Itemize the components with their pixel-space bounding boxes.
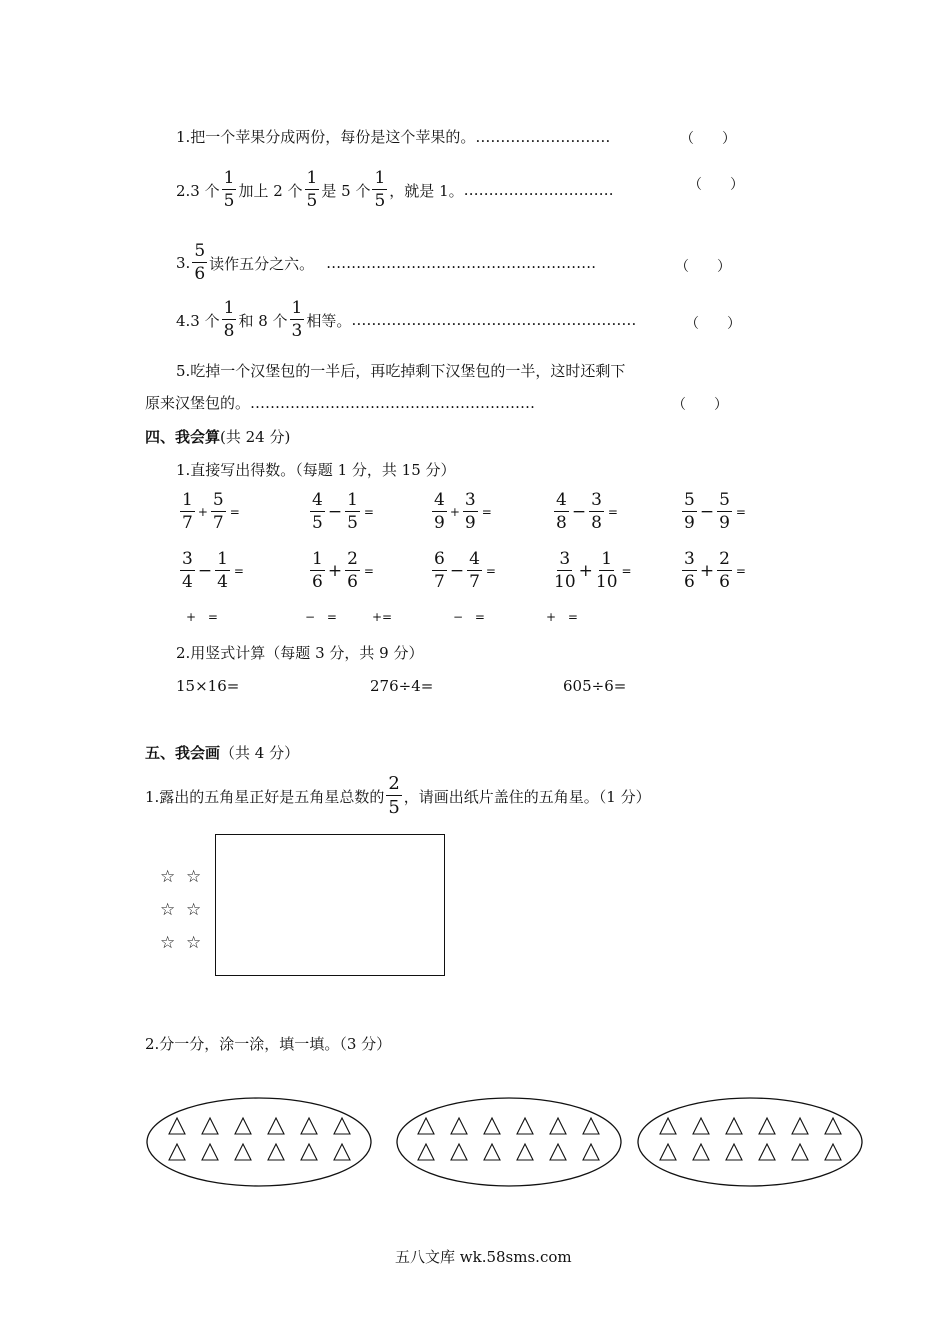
triangle-icon[interactable] [825, 1118, 841, 1134]
fraction: $\frac{5}{7}$ [212, 490, 224, 533]
judge-q4-text-c: 相等。 [306, 311, 352, 330]
judge-q3-text-a: 3. [176, 254, 191, 272]
triangle-icon[interactable] [660, 1144, 676, 1160]
fraction: $\frac{3}{8}$ [591, 490, 602, 533]
fraction: $\frac{4}{5}$ [312, 490, 323, 533]
calc-expression [178, 492, 240, 532]
section5-q1-text-a: 1.露出的五角星正好是五角星总数的 [145, 787, 385, 806]
fraction: $\frac{1}{6}$ [312, 549, 323, 592]
operator: + [578, 561, 593, 581]
triangle-icon[interactable] [759, 1144, 775, 1160]
triangle-icon[interactable] [792, 1118, 808, 1134]
judge-q2-text-b: 加上 2 个 [238, 181, 303, 200]
answer-paren[interactable]: （ ） [672, 397, 728, 413]
equals-sign: = [229, 505, 240, 519]
equals-sign: = [607, 505, 618, 519]
triangle-icon[interactable] [451, 1118, 467, 1134]
oval-group [638, 1098, 862, 1186]
triangle-icon[interactable] [418, 1144, 434, 1160]
triangle-icon[interactable] [583, 1118, 599, 1134]
triangle-icon[interactable] [235, 1144, 251, 1160]
star-icon: ☆ [160, 867, 176, 887]
judge-q4-text-a: 4.3 个 [176, 311, 220, 330]
fraction: $\frac{1}{8}$ [223, 298, 235, 341]
oval-group [397, 1098, 621, 1186]
calc-expression [178, 551, 244, 591]
triangle-icon[interactable] [268, 1118, 284, 1134]
dot-leader: ………………………………………………… [351, 311, 637, 329]
section4-sub2: 2.用竖式计算（每题 3 分，共 9 分） [176, 644, 424, 662]
calc-expression [680, 551, 746, 591]
triangle-icon[interactable] [693, 1118, 709, 1134]
operator: − [571, 502, 587, 522]
judge-q2-text-a: 2.3 个 [176, 181, 220, 200]
triangle-icon[interactable] [726, 1144, 742, 1160]
fraction: $\frac{5}{9}$ [684, 490, 695, 533]
fraction: $\frac{3}{10}$ [554, 549, 576, 592]
judge-q2-text-e: ，就是 1。 [389, 181, 464, 200]
triangle-icon[interactable] [825, 1144, 841, 1160]
judge-q5-text: 原来汉堡包的。 [145, 394, 251, 412]
triangle-icon[interactable] [550, 1118, 566, 1134]
answer-paren[interactable]: （ ） [675, 259, 731, 275]
star-icon: ☆ [160, 900, 176, 920]
calc-expression-blank: − = [453, 610, 485, 624]
fraction: $\frac{1}{3}$ [291, 298, 303, 341]
triangle-icon[interactable] [550, 1144, 566, 1160]
calc-expression-blank: += [372, 610, 393, 624]
equals-sign: = [363, 564, 374, 578]
triangle-icon[interactable] [451, 1144, 467, 1160]
section4-heading [145, 426, 290, 447]
vertical-calc-1: 15×16= [176, 677, 240, 695]
judge-q2 [176, 170, 614, 210]
triangle-icon[interactable] [334, 1118, 350, 1134]
calc-expression [680, 492, 746, 532]
fraction: $\frac{4}{7}$ [469, 549, 480, 592]
triangle-icon[interactable] [693, 1144, 709, 1160]
judge-q1-text: 1.把一个苹果分成两份，每份是这个苹果的。 [176, 128, 476, 146]
fraction: $\frac{1}{10}$ [595, 549, 618, 592]
fraction: $\frac{1}{7}$ [182, 490, 193, 533]
fraction: $\frac{6}{7}$ [434, 549, 445, 592]
fraction: $\frac{5}{9}$ [719, 490, 730, 533]
judge-q3 [176, 243, 596, 283]
fraction: $\frac{2}{6}$ [347, 549, 358, 592]
triangle-icon[interactable] [583, 1144, 599, 1160]
operator: − [699, 502, 715, 522]
triangle-icon[interactable] [759, 1118, 775, 1134]
dot-leader: ……………………………………………… [326, 254, 597, 272]
answer-paren[interactable]: （ ） [680, 131, 736, 147]
section5-title: 五、我会画 [145, 744, 221, 762]
operator: − [449, 561, 465, 581]
judge-q4-text-b: 和 8 个 [238, 311, 288, 330]
section5-q2: 2.分一分，涂一涂，填一填。（3 分） [145, 1035, 392, 1053]
star-icon: ☆ [160, 933, 176, 953]
fraction: $\frac{4}{9}$ [434, 490, 445, 533]
equals-sign: = [735, 564, 746, 578]
calc-expression-blank: + = [546, 610, 578, 624]
fraction: $\frac{3}{4}$ [182, 549, 193, 592]
triangle-icon[interactable] [169, 1118, 185, 1134]
fraction: $\frac{1}{5}$ [223, 168, 235, 211]
triangle-icon[interactable] [517, 1144, 533, 1160]
judge-q3-text-b: 读作五分之六。 [209, 254, 315, 273]
fraction: $\frac{1}{5}$ [347, 490, 358, 533]
star-icon: ☆ [186, 900, 202, 920]
section5-heading [145, 742, 299, 763]
fraction: $\frac{5}{6}$ [194, 241, 206, 284]
triangle-icon[interactable] [301, 1144, 317, 1160]
answer-paren[interactable]: （ ） [688, 177, 744, 193]
triangle-icon[interactable] [334, 1144, 350, 1160]
judge-q4 [176, 300, 636, 340]
triangle-icon[interactable] [726, 1118, 742, 1134]
fraction: $\frac{1}{5}$ [374, 168, 386, 211]
section4-sub1: 1.直接写出得数。（每题 1 分，共 15 分） [176, 461, 456, 479]
operator: + [197, 505, 208, 519]
fraction: $\frac{4}{8}$ [556, 490, 567, 533]
triangle-icon[interactable] [484, 1118, 500, 1134]
star-icon: ☆ [186, 933, 202, 953]
fraction: $\frac{3}{6}$ [684, 549, 695, 592]
vertical-calc-2: 276÷4= [370, 677, 434, 695]
triangle-icon[interactable] [169, 1144, 185, 1160]
triangle-icon[interactable] [418, 1118, 434, 1134]
fraction: $\frac{1}{5}$ [306, 168, 318, 211]
calc-expression [308, 551, 374, 591]
section4-title: 四、我会算 [145, 428, 221, 446]
calc-expression-blank: − = [305, 610, 337, 624]
section5-q1-text-b: ，请画出纸片盖住的五角星。（1 分） [403, 787, 651, 806]
equals-sign: = [485, 564, 496, 578]
triangle-icon[interactable] [660, 1118, 676, 1134]
operator: + [699, 561, 715, 581]
judge-q1 [176, 126, 610, 147]
operator: − [197, 561, 213, 581]
triangle-icon[interactable] [235, 1118, 251, 1134]
calc-expression [430, 492, 492, 532]
judge-q5-line2 [145, 392, 535, 413]
dot-leader: ………………………………………………… [250, 393, 536, 412]
judge-q2-text-c: 是 5 个 [321, 181, 371, 200]
triangle-icon[interactable] [202, 1144, 218, 1160]
equals-sign: = [481, 505, 492, 519]
equals-sign: = [621, 564, 632, 578]
calc-expression-blank: + = [186, 610, 218, 624]
footer-watermark: 五八文库 wk.58sms.com [395, 1248, 572, 1266]
star-icon: ☆ [186, 867, 202, 887]
calc-expression [552, 492, 618, 532]
triangle-icon[interactable] [268, 1144, 284, 1160]
fraction: $\frac{3}{9}$ [464, 490, 476, 533]
equals-sign: = [735, 505, 746, 519]
equals-sign: = [363, 505, 374, 519]
triangle-groups [0, 1095, 950, 1195]
dot-leader: ……………………… [475, 127, 611, 146]
fraction: $\frac{1}{4}$ [217, 549, 228, 592]
answer-paren[interactable]: （ ） [685, 316, 741, 332]
operator: − [327, 502, 343, 522]
fraction: $\frac{2}{5}$ [388, 773, 400, 818]
judge-q5-line1: 5.吃掉一个汉堡包的一半后，再吃掉剩下汉堡包的一半，这时还剩下 [176, 362, 626, 380]
triangle-icon[interactable] [202, 1118, 218, 1134]
triangle-icon[interactable] [517, 1118, 533, 1134]
triangle-icon[interactable] [484, 1144, 500, 1160]
triangle-icon[interactable] [301, 1118, 317, 1134]
dot-leader: ………………………… [463, 181, 614, 199]
operator: + [449, 505, 460, 519]
fraction: $\frac{2}{6}$ [719, 549, 730, 592]
section4-score: (共 24 分) [220, 428, 291, 446]
paper-cover-box[interactable] [215, 834, 445, 976]
equals-sign: = [233, 564, 244, 578]
section5-q1 [145, 775, 651, 817]
vertical-calc-3: 605÷6= [563, 677, 627, 695]
oval-group [147, 1098, 371, 1186]
operator: + [327, 561, 343, 581]
section5-score: （共 4 分） [220, 744, 300, 762]
calc-expression [308, 492, 374, 532]
triangle-icon[interactable] [792, 1144, 808, 1160]
calc-expression [430, 551, 496, 591]
calc-expression [552, 551, 632, 591]
